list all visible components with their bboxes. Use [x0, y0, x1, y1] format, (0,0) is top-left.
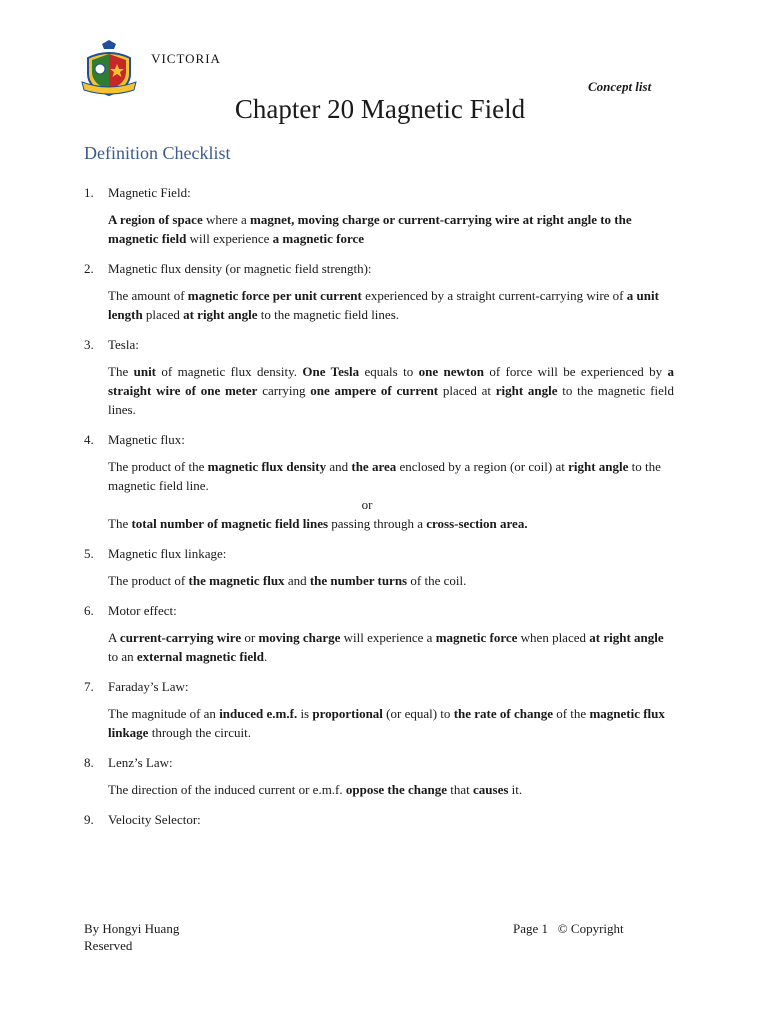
- item-number: 4.: [84, 432, 94, 447]
- bold-term: magnetic flux density: [207, 459, 327, 474]
- item-term: Faraday’s Law:: [108, 679, 189, 694]
- definition-text: of the coil.: [407, 573, 467, 588]
- definition-text: through the circuit.: [148, 725, 251, 740]
- footer-page: [513, 920, 624, 937]
- definition-text: will experience: [186, 231, 273, 246]
- bold-term: a unit length: [108, 288, 659, 322]
- definition-text: .: [263, 649, 268, 664]
- bold-term: external magnetic field: [136, 649, 264, 664]
- item-term: Magnetic flux:: [108, 432, 185, 447]
- definition-text: that: [447, 782, 474, 797]
- bold-term: magnet, moving charge or current-carrying wire at right angle to the magnetic field: [108, 212, 632, 246]
- definition-list: [84, 183, 684, 840]
- item-heading: [84, 601, 684, 620]
- definition-text: of force will be experienced by: [483, 364, 668, 379]
- footer-copyright: © Copyright: [557, 921, 624, 936]
- definition-text: passing through a: [328, 516, 427, 531]
- list-item: [84, 183, 684, 248]
- definition-text: The: [108, 364, 134, 379]
- bold-term: causes: [473, 782, 509, 797]
- bold-term: A region of space: [108, 212, 203, 227]
- definition-text: experienced by a straight current-carrying wire of: [361, 288, 627, 303]
- item-term: Velocity Selector:: [108, 812, 201, 827]
- item-definition: [108, 286, 674, 324]
- definition-text: equals to: [359, 364, 419, 379]
- list-item: [84, 544, 684, 590]
- bold-term: a magnetic force: [272, 231, 365, 246]
- definition-text: placed at: [438, 383, 496, 398]
- definition-text: is: [297, 706, 313, 721]
- definition-text: to an: [108, 649, 137, 664]
- item-heading: [84, 544, 684, 563]
- item-term: Tesla:: [108, 337, 139, 352]
- item-definition: [108, 780, 674, 799]
- definition-text: The amount of: [108, 288, 188, 303]
- definition-text: carrying: [257, 383, 311, 398]
- bold-term: right angle: [568, 459, 629, 474]
- item-definition-alt: [108, 514, 674, 533]
- item-number: 5.: [84, 546, 94, 561]
- bold-term: the magnetic flux: [188, 573, 285, 588]
- definition-text: and: [326, 459, 352, 474]
- bold-term: cross-section area.: [426, 516, 528, 531]
- item-term: Magnetic flux linkage:: [108, 546, 227, 561]
- definition-text: The: [108, 516, 132, 531]
- item-number: 9.: [84, 812, 94, 827]
- footer-page-number: Page 1: [513, 921, 549, 936]
- item-definition: [108, 628, 674, 666]
- definition-text: to the magnetic field lines.: [257, 307, 399, 322]
- definition-text: The product of the: [108, 459, 208, 474]
- definition-text: it.: [508, 782, 523, 797]
- bold-term: magnetic force: [435, 630, 518, 645]
- school-name: VICTORIA: [151, 51, 221, 66]
- list-item: [84, 601, 684, 666]
- bold-term: the number turns: [309, 573, 408, 588]
- item-term: Lenz’s Law:: [108, 755, 173, 770]
- item-term: Motor effect:: [108, 603, 177, 618]
- bold-term: at right angle: [589, 630, 664, 645]
- bold-term: induced e.m.f.: [219, 706, 298, 721]
- bold-term: one ampere of current: [310, 383, 439, 398]
- definition-text: will experience a: [340, 630, 436, 645]
- school-crest-icon: [80, 40, 138, 98]
- item-number: 8.: [84, 755, 94, 770]
- bold-term: unit: [133, 364, 157, 379]
- definition-text: A: [108, 630, 120, 645]
- list-item: [84, 753, 684, 799]
- definition-text: to the magnetic field lines.: [108, 383, 674, 417]
- section-title: Definition Checklist: [84, 143, 231, 163]
- bold-term: oppose the change: [345, 782, 448, 797]
- definition-text: of the: [552, 706, 590, 721]
- page-title: Chapter 20 Magnetic Field: [234, 94, 526, 124]
- definition-text: and: [284, 573, 310, 588]
- bold-term: magnetic force per unit current: [187, 288, 362, 303]
- item-heading: [84, 677, 684, 696]
- list-item: [84, 810, 684, 829]
- item-number: 7.: [84, 679, 94, 694]
- bold-term: the area: [351, 459, 397, 474]
- item-heading: [84, 753, 684, 772]
- item-definition: [108, 571, 674, 590]
- item-heading: [84, 430, 684, 449]
- bold-term: the rate of change: [453, 706, 553, 721]
- item-heading: [84, 335, 684, 354]
- definition-text: to the magnetic field line.: [108, 459, 661, 493]
- list-item: [84, 335, 684, 419]
- or-separator: or: [361, 497, 373, 512]
- bold-term: current-carrying wire: [119, 630, 242, 645]
- definition-text: The direction of the induced current or e.m.f.: [108, 782, 346, 797]
- school-name-block: [150, 50, 230, 67]
- item-number: 1.: [84, 185, 94, 200]
- item-heading: [84, 183, 684, 202]
- item-heading: [84, 259, 684, 278]
- footer-author: By Hongyi Huang: [84, 921, 180, 936]
- list-item: [84, 259, 684, 324]
- item-definition: [108, 210, 674, 248]
- list-item: [84, 677, 684, 742]
- definition-text: when placed: [517, 630, 590, 645]
- item-definition: [108, 704, 674, 742]
- definition-text: The magnitude of an: [108, 706, 220, 721]
- definition-text: of magnetic flux density.: [156, 364, 303, 379]
- item-heading: [84, 810, 684, 829]
- bold-term: one newton: [418, 364, 484, 379]
- concept-list-label: Concept list: [588, 79, 652, 94]
- bold-term: magnetic flux linkage: [108, 706, 665, 740]
- definition-text: placed: [142, 307, 184, 322]
- definition-text: The product of: [108, 573, 189, 588]
- list-item: [84, 430, 684, 533]
- bold-term: One Tesla: [302, 364, 360, 379]
- bold-term: moving charge: [258, 630, 341, 645]
- item-number: 3.: [84, 337, 94, 352]
- item-definition: [108, 457, 674, 495]
- item-term: Magnetic Field:: [108, 185, 191, 200]
- footer-reserved: Reserved: [84, 938, 133, 953]
- bold-term: a straight wire of one meter: [108, 364, 675, 398]
- definition-text: enclosed by a region (or coil) at: [396, 459, 569, 474]
- item-number: 2.: [84, 261, 94, 276]
- bold-term: at right angle: [183, 307, 258, 322]
- definition-text: where a: [202, 212, 251, 227]
- item-number: 6.: [84, 603, 94, 618]
- definition-text: (or equal) to: [382, 706, 454, 721]
- item-definition: [108, 362, 674, 419]
- bold-term: proportional: [312, 706, 383, 721]
- definition-text: or: [241, 630, 259, 645]
- bold-term: right angle: [495, 383, 558, 398]
- item-term: Magnetic flux density (or magnetic field strength):: [108, 261, 372, 276]
- bold-term: total number of magnetic field lines: [131, 516, 329, 531]
